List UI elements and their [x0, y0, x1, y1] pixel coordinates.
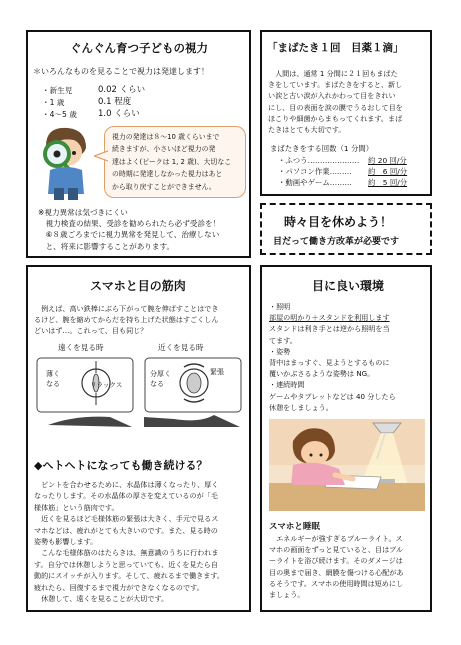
blink-line: い涙と古い涙が入れかわって目をきれい	[268, 91, 396, 101]
muscle-line: 休憩して、遠くを見ることが大切です。	[34, 594, 169, 604]
eye-muscle-box	[26, 265, 251, 612]
blink-count-normal-value: 約 20 回/分	[368, 156, 407, 165]
child-magnifier-illustration	[34, 124, 98, 202]
blink-line: にし、目の表面を涙の膜でうるおして目を	[268, 102, 403, 112]
girl-studying-illustration	[269, 419, 425, 511]
child-vision-lead: ＊いろんなものを見ることで視力は発達します！	[33, 67, 209, 76]
near-tense-label: 緊張	[210, 368, 224, 376]
blink-line: きをしています。まばたきをすると、新し	[268, 80, 403, 90]
blink-count-video-label: ・動画やゲーム………	[278, 178, 352, 187]
phone-sleep-line: ましょう。	[269, 590, 305, 600]
bubble-line: の時期に発達しなかった視力はあと	[112, 170, 223, 179]
phone-sleep-line: 目の奥まで届き、網膜を傷つける心配があ	[269, 567, 404, 577]
muscle-line: 動的にスイッチが入ります。そして、疲れるまで働きます。	[34, 571, 224, 581]
age-label-4-5: ・4～5 歳	[42, 110, 77, 119]
muscle-line: 近くを見るほど毛様体筋の緊張は大きく、手元で見るス	[34, 514, 219, 524]
near-thick-label: 分厚く なる	[150, 370, 171, 388]
phone-sleep-body	[269, 533, 404, 600]
vision-note	[38, 207, 220, 252]
age-label-1: ・1 歳	[42, 98, 65, 107]
muscle-line: 様体筋」という筋肉です。	[34, 502, 119, 512]
blink-line: たきはとても大切です。	[268, 125, 346, 135]
bubble-line: 視力の発達は８～10 歳くらいまで	[112, 133, 220, 141]
bubble-line: 達はよく(ピークは 1, 2 歳)、大切なこ	[112, 157, 232, 166]
far-view-label: 遠くを見る時	[58, 343, 104, 352]
blink-line: ほこりや細菌からまもってくれます。まば	[268, 113, 403, 123]
bubble-text	[112, 131, 231, 193]
near-view-label: 近くを見る時	[158, 343, 204, 352]
env-line: ・照明	[269, 302, 291, 311]
blink-count-video-value: 約 5 回/分	[368, 178, 408, 187]
environment-items	[269, 301, 396, 413]
note-line: 視力検査の結果、受診を勧められたら必ず受診を！	[38, 219, 221, 229]
rest-eyes-subline: 目だって働き方改革が必要です	[273, 237, 400, 247]
blink-count-title: まばたきをする回数（1 分間）	[270, 144, 374, 153]
age-value-newborn: 0.02 くらい	[98, 85, 146, 95]
note-line: ※視力異常は気づきにくい	[38, 208, 128, 217]
intro-line: 例えば、高い鉄棒にぶら下がって腕を伸ばすことはでき	[34, 304, 219, 313]
rest-eyes-headline: 時々目を休めよう！	[284, 215, 393, 229]
env-line: スタンドは利き手とは逆から照明を当	[269, 324, 390, 334]
intro-line: るけど、腕を縮めてからだを持ち上げた状態はすごくしん	[34, 315, 219, 325]
env-line-highlight: 部屋の明かり＋スタンドを利用します	[269, 313, 390, 323]
far-view-eye-diagram	[36, 357, 134, 427]
phone-sleep-line: ーライトを浴び続けます。そのダメージは	[269, 556, 403, 566]
bubble-line: 続きますが、小さいほど視力の発	[112, 145, 216, 154]
lens-diagram	[36, 343, 244, 435]
muscle-line: 姿勢も影響します。	[34, 537, 98, 547]
keep-working-heading: ◆ヘトヘトになっても働き続ける？	[34, 459, 208, 472]
eye-environment-box	[260, 265, 432, 612]
blink-box	[260, 30, 432, 196]
env-line: てます。	[269, 335, 297, 345]
blink-count-normal-label: ・ふつう…………………	[278, 156, 360, 165]
bubble-tail-icon	[94, 150, 108, 162]
rest-eyes-box	[260, 203, 432, 255]
blink-count-pc-value: 約 6 回/分	[368, 167, 408, 176]
age-value-4-5: 1.0 くらい	[98, 109, 140, 119]
blink-count-pc-label: ・パソコン作業………	[278, 167, 352, 176]
child-vision-box	[26, 30, 251, 258]
blink-body	[268, 68, 403, 135]
muscle-line: なったりします。その水晶体の厚さを変えているのが「毛	[34, 491, 218, 501]
muscle-line: マホなどは、疲れがとても大きいのです。また、見る時の	[34, 525, 218, 535]
eye-muscle-intro	[34, 303, 218, 337]
env-line: ・連続時間	[269, 380, 305, 390]
environment-title: 目に良い環境	[312, 279, 385, 293]
bubble-line: から取り戻すことができません。	[112, 182, 216, 191]
muscle-line: こんな毛様体筋のはたらきは、無意識のうちに行われま	[34, 548, 219, 558]
far-relax-label: リラックス	[90, 381, 123, 389]
phone-sleep-line: マホの画面をずっと見ていると、目はブル	[269, 545, 404, 555]
far-thin-label: 薄く なる	[46, 370, 60, 388]
muscle-line: す。自分では休憩しようと思っていても、近くを見たら自	[34, 559, 218, 569]
phone-sleep-line: るそうです。スマホの使用時間は短めにし	[269, 578, 404, 588]
intro-line: どいはず…。これって、目も同じ？	[34, 326, 148, 336]
eye-muscle-title: スマホと目の筋肉	[90, 279, 186, 293]
env-line: ・姿勢	[269, 346, 291, 356]
blink-line: 人間は、通常 1 分間に２１回もまばた	[268, 69, 398, 78]
phone-sleep-title: スマホと睡眠	[269, 522, 320, 532]
age-value-1: 0.1 程度	[98, 97, 132, 107]
phone-sleep-line: エネルギーが強すぎるブルーライト。ス	[269, 534, 403, 543]
eye-muscle-body	[34, 479, 224, 604]
age-label-newborn: ・新生児	[42, 86, 73, 95]
env-line: 覆いかぶさるような姿勢は NG。	[269, 369, 375, 379]
env-line: 休憩をしましょう。	[269, 402, 333, 412]
note-line: ⑥８歳ごろまでに視力異常を発見して、治療しない	[38, 230, 220, 240]
env-line: 背中はまっすぐ、見ようとするものに	[269, 358, 390, 368]
env-line: ゲームやタブレットなどは 40 分したら	[269, 391, 396, 401]
blink-title: 「まばたき１回 目薬１滴」	[267, 42, 404, 54]
near-view-eye-diagram	[144, 357, 242, 427]
muscle-line: 疲れたら、回復するまで視力ができなくなるのです。	[34, 582, 204, 592]
note-line: と、将来に影響することがあります。	[38, 241, 175, 251]
child-vision-title: ぐんぐん育つ子どもの視力	[70, 41, 208, 55]
muscle-line: ピントを合わせるために、水晶体は薄くなったり、厚く	[34, 480, 219, 489]
